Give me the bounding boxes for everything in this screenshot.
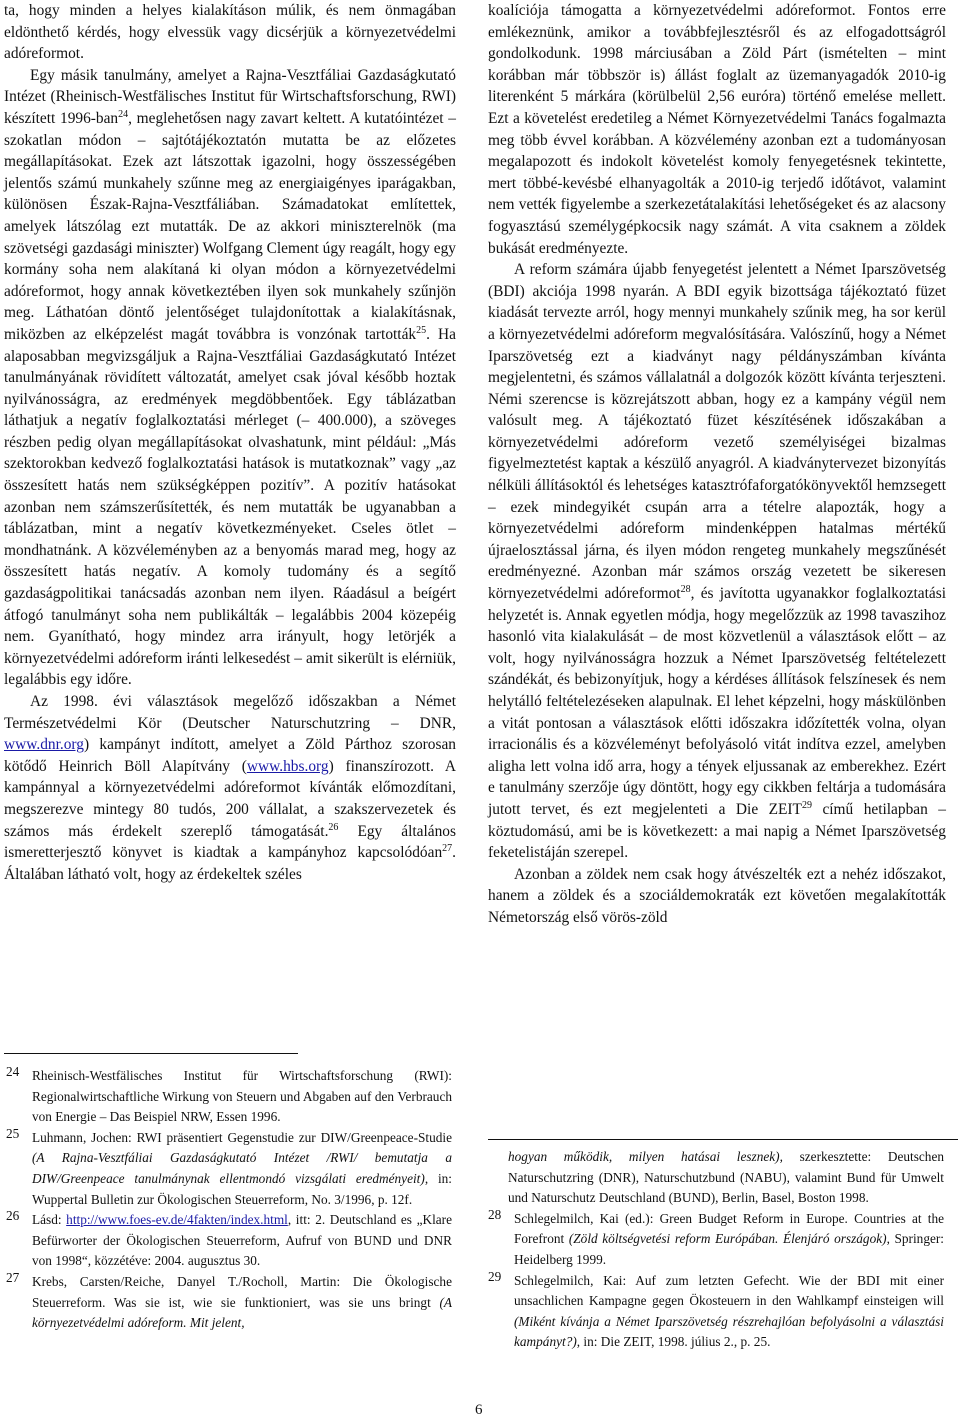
paragraph: A reform számára újabb fenyegetést jelentett a Német Iparszövetség (BDI) akciója 1998 nyarán. A BDI egyik bizottsága tájékoztató füzet kiadását tervezte arról, hogy mennyi munkahely szűnik meg, ha sor kerül a környezetvédelmi adóreform megvalósítására. Valószínű, hogy a Német Iparszövetség ezt a kiadványt nagy példányszámban kívánta megjelentetni, és számos vállalatnál a dolgozók között kívánta terjeszteni. Némi szerencse is közrejátszott abban, hogy ez a kampány végül nem valósult meg. A tájékoztató füzet készítésének időszakában a környezetvédelmi adóreform vezető személyiségei bizalmas figyelmeztetést kaptak a készülő anyagról. A kiadványtervezet bizonyítás nélküli állításoktól és lehetséges katasztrófaforgatókönyvektől hemzsegett – ezek mindegyikét csupán arra a tételre alapozták, hogy a környezetvédelmi adóreform mindenképpen hatalmas mértékű újraelosztással járna, és ilyen módon rengeteg munkahely megszűnését eredményezné. Azonban már számos ország vezetett be sikeresen környezetvédelmi adóreformot$^{28}$, és javította ugyanakkor foglalkoztatási helyzetét is. Annak egyetlen módja, hogy megelőzzük az 1998 tavaszihoz hasonló vita kialakulását – de most közvetlenül a választások előtt – az volt, hogy nyilvánosságra hozzuk a Német Iparszövetség feltételezett szándékát, és bebizonyítjuk, hogy a kérdéses állítások felszínesek és nem helytálló feltételezéseken alapulnak. El lehet képzelni, hogy máskülönben a vitát pontosan a választások előtti időszakra időzítették volna, olyan irracionális és a közvéleményt befolyásoló vitát indítva ezzel, amelyben aligha lett volna idő arra, hogy a tények eljussanak az emberekhez. Ezért e tanulmány szerzője úgy döntött, hogy egy cikkben feltárja a tudomására jutott tervet, és ezt megjelenteti a Die ZEIT$^{29}$ című hetilapban – köztudomású, ami be is következett: a mai napig a Német Iparszövetség feketelistáján szerepel.	[488, 261, 947, 862]
footnote: 24 Rheinisch-Westfälisches Institut für Wirtschaftsforschung (RWI): Regionalwirtschaftliche Wirkung von Steuern und Abgaben auf den Verbrauch von Energie – Das Beispiel NRW, Essen 1996.	[6, 1064, 452, 1125]
paragraph: Azonban a zöldek nem csak hogy átvészelték ezt a nehéz időszakot, hanem a zöldek és a szociáldemokraták ezt követően megalakították Németország első vörös-zöld	[488, 865, 946, 926]
paragraph: Egy másik tanulmány, amelyet a Rajna-Vesztfáliai Gazdaságkutató Intézet (Rheinisch-Westfälisches Institut für Wirtschaftsforschung, RWI) készített 1996-ban$^{24}$, meglehetősen nagy zavart keltett. A kutatóintézet – szokatlan módon – sajtótájékoztatón mutatta be az előzetes megállapításokat. Ezek azt látszottak igazolni, hogy összességében jelentős számú munkahely szűnne meg az energiaigényes iparágakban, különösen Észak-Rajna-Vesztfáliában. Számadatokat említettek, amelyek látszólag ezt mutatták. De az akkori miniszterelnök (ma szövetségi gazdasági miniszter) Wolfgang Clement úgy reagált, hogy egy kormány soha nem alakítaná ki olyan módon a környezetvédelmi adóreformot, hogy annak következtében ilyen sok munkahely szűnjön meg. Láthatóan döntő jelentőséget tulajdonítottak a kialakításnak, miközben az elképzelést magát továbbra is vonzónak tartották$^{25}$. Ha alaposabban megvizsgáljuk a Rajna-Vesztfáliai Gazdaságkutató Intézet tanulmányának rövidített változatát, amelyet csak jóval később hoztak nyilvánosságra, az eredmények megdöbbentőek. Egy táblázatban láthatjuk a negatív foglalkoztatási mérleget (– 400.000), a szöveges részben pedig olyan megállapításokat olvashatunk, mint például: „Más szektorokban kedvező foglalkoztatási hatások is mutatkoznak” vagy „az összesített hatás nem szükségképpen pozitív”. A pozitív hatásokat azonban nem számszerűsítették, és nem mutatták be ugyanabban a táblázatban, mint a negatív következményeket. Cseles ötlet – mondhatnánk. A közvéleményben az a benyomás marad meg, hogy az összesített hatás negatív. A komoly tudomány és a segítő gazdaságpolitikai tanácsadás azonban nem ilyen. Ráadásul a beígért átfogó tanulmányt soha nem publikálták – legalábbis 2004 közepéig nem. Gyanítható, hogy mindez arra irányult, hogy letörjék a környezetvédelmi adóreform iránti lelkesedést – amit sikerült is elérniük, legalábbis egy időre.	[4, 66, 456, 689]
footnotes-right	[488, 1147, 944, 1353]
footnote: 27 Krebs, Carsten/Reiche, Danyel T./Rocholl, Martin: Die Ökologische Steuerreform. Was sie ist, wie sie funktioniert, was sie uns bringt (A környezetvédelmi adóreform. Mit jelent,	[6, 1269, 452, 1331]
footnote-number: 27	[6, 1269, 20, 1285]
right-column	[488, 0, 946, 929]
footnote-ref[interactable]: 24	[118, 108, 129, 120]
footnote-number: 28	[488, 1206, 502, 1222]
footnotes-left	[6, 1066, 452, 1334]
paragraph: koalíciója támogatta a környezetvédelmi adóreformot. Fontos erre emlékeznünk, amikor a továbbfejlesztésről és az elfogadottságról gondolkodunk. 1998 márciusában a Zöld Párt (ismételten – mint korábban már többször is) állást foglalt az üzemanyagadók 2010-ig literenként 5 márkára (körülbelül 2,56 euróra) történő emelése mellett. Ezt a követelést eredetileg a Német Környezetvédelmi Tanács fogalmazta meg több évvel korábban. A közvélemény azonban ezt a tudományosan megalapozott és indokolt követelést komoly fenyegetésnek tekintette, mert többé-kevésbé elhanyagolták a 2010-ig terjedő időtávot, valamint nem vették figyelembe a szerkezetátalakítási lehetőségeket és az alacsony fogyasztású személygépkocsik nagy számát. A vita csaknem a zöldek bukását eredményezte.	[488, 2, 946, 257]
link-dnr[interactable]: www.dnr.org	[4, 736, 84, 754]
footnote-number: 24	[6, 1064, 20, 1079]
footnote-ref[interactable]: 26	[328, 821, 339, 833]
page-number: 6	[475, 1402, 483, 1418]
footnote-separator	[488, 1139, 958, 1140]
paragraph: Az 1998. évi választások megelőző időszakban a Német Természetvédelmi Kör (Deutscher Naturschutzring – DNR, www.dnr.org) kampányt indított, amelyet a Zöld Párthoz szorosan kötődő Heinrich Böll Alapítvány (www.hbs.org) finanszírozott. A kampánnyal a környezetvédelmi adóreformot kívánták előmozdítani, megszerezve mintegy 80 tudós, 200 vállalat, a szakszervezetek és számos más érdekelt szereplő támogatását.$^{26}$ Egy általános ismeretterjesztő könyvet is kiadtak a kampányhoz kapcsolódóan$^{27}$. Általában látható volt, hogy az érdekeltek széles	[4, 693, 456, 883]
footnote-ref[interactable]: 25	[416, 324, 427, 336]
footnote-number: 29	[488, 1268, 502, 1284]
footnote: 28 Schlegelmilch, Kai (ed.): Green Budget Reform in Europe. Countries at the Forefront (Zöld költségvetési reform Európában. Élenjáró országok), Springer: Heidelberg 1999.	[488, 1206, 944, 1267]
footnote: 26 Lásd: http://www.foes-ev.de/4fakten/index.html, itt: 2. Deutschland es „Klare Befürworter der Ökologischen Steuerreform, Aufruf von BUND und DNR von 1998“, közzétéve: 2004. augusztus 30.	[6, 1208, 452, 1269]
footnote-ref[interactable]: 28	[680, 584, 691, 596]
footnote: 25 Luhmann, Jochen: RWI präsentiert Gegenstudie zur DIW/Greenpeace-Studie (A Rajna-Vesztfáliai Gazdaságkutató Intézet /RWI/ bemutatja a DIW/Greenpeace tanulmánynak ellentmondó vizsgálati eredményeit), in: Wuppertal Bulletin zur Ökologischen Steuerreform, No. 3/1996, p. 12f.	[6, 1125, 453, 1207]
footnote: 29 Schlegelmilch, Kai: Auf zum letzten Gefecht. Wie der BDI mit einer unsachlichen Kampagne gegen Ökosteuern in den Wahlkampf einsteigen will (Miként kívánja a Német Iparszövetség részrehajlóan befolyásolni a választási kampányt?), in: Die ZEIT, 1998. július 2., p. 25.	[488, 1268, 944, 1350]
paragraph: ta, hogy minden a helyes kialakításon múlik, és nem önmagában eldönthető kérdés, hogy elvessük vagy dicsérjük a környezetvédelmi adóreformot.	[4, 2, 456, 63]
footnote-continuation: hogyan működik, milyen hatásai lesznek), szerkesztette: Deutschen Naturschutzring (DNR), Naturschutzbund (NABU), valamint Bund für Umwelt und Naturschutz Deutschland (BUND), Berlin, Basel, Boston 1998.	[508, 1149, 945, 1206]
link-foes[interactable]: http://www.foes-ev.de/4fakten/index.html	[66, 1212, 288, 1228]
footnote-ref[interactable]: 27	[442, 843, 453, 855]
footnote-ref[interactable]: 29	[801, 799, 812, 811]
left-column	[4, 0, 456, 885]
footnote-number: 25	[6, 1125, 20, 1141]
footnote-separator	[4, 1053, 298, 1054]
link-hbs[interactable]: www.hbs.org	[246, 757, 329, 775]
footnote-number: 26	[6, 1208, 20, 1224]
